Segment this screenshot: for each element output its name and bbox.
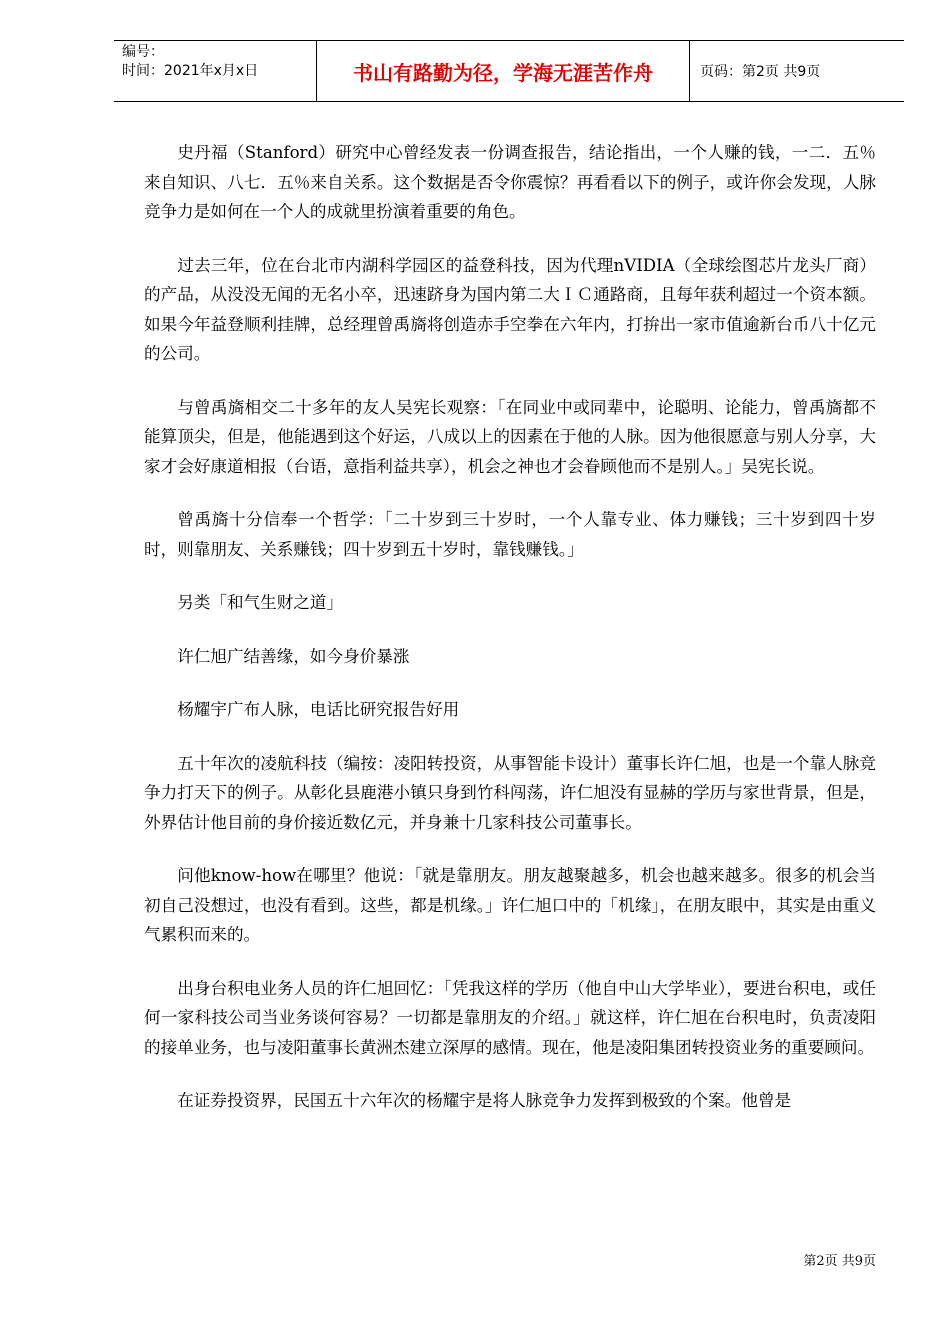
subheading: 另类「和气生财之道」 [177, 593, 344, 612]
paragraph: 过去三年，位在台北市内湖科学园区的益登科技，因为代理nVIDIA（全球绘图芯片龙头厂商）的产品，从没没无闻的无名小卒，迅速跻身为国内第二大ＩＣ通路商，且每年获利超过一个资本额。如果今年益登顺利挂牌，总经理曾禹旖将创造赤手空拳在六年内，打拚出一家市值逾新台币八十亿元的公司。 [144, 255, 876, 363]
paragraph: 出身台积电业务人员的许仁旭回忆：「凭我这样的学历（他自中山大学毕业），要进台积电，或任何一家科技公司当业务谈何容易？一切都是靠朋友的介绍。」就这样，许仁旭在台积电时，负责凌阳的接单业务，也与凌阳董事长黄洲杰建立深厚的感情。现在，他是凌阳集团转投资业务的重要顾问。 [144, 978, 876, 1057]
paragraph: 在证券投资界，民国五十六年次的杨耀宇是将人脉竞争力发挥到极致的个案。他曾是 [177, 1091, 792, 1110]
paragraph: 史丹福（Stanford）研究中心曾经发表一份调查报告，结论指出，一个人赚的钱，一二．五％来自知识、八七．五％来自关系。这个数据是否令你震惊？再看看以下的例子，或许你会发现，人脉竞争力是如何在一个人的成就里扮演着重要的角色。 [144, 143, 876, 221]
paragraph: 五十年次的凌航科技（编按：凌阳转投资，从事智能卡设计）董事长许仁旭，也是一个靠人脉竞争力打天下的例子。从彰化县鹿港小镇只身到竹科闯荡，许仁旭没有显赫的学历与家世背景，但是，外界估计他目前的身价接近数亿元，并身兼十几家科技公司董事长。 [144, 753, 876, 832]
document-body [144, 138, 876, 1140]
header-meta [114, 41, 316, 101]
header-page-number: 页码：第2页 共9页 [700, 64, 821, 80]
page-header [114, 40, 904, 102]
page-footer: 第2页 共9页 [803, 1254, 876, 1269]
document-date: 时间：2021年x月x日 [122, 63, 259, 79]
paragraph: 与曾禹旖相交二十多年的友人吴宪长观察：「在同业中或同辈中，论聪明、论能力，曾禹旖都不能算顶尖，但是，他能遇到这个好运，八成以上的因素在于他的人脉。因为他很愿意与别人分享，大家才会好康道相报（台语，意指利益共享），机会之神也才会眷顾他而不是别人。」吴宪长说。 [144, 397, 876, 476]
paragraph: 曾禹旖十分信奉一个哲学：「二十岁到三十岁时，一个人靠专业、体力赚钱；三十岁到四十岁时，则靠朋友、关系赚钱；四十岁到五十岁时，靠钱赚钱。」 [144, 510, 876, 559]
header-motto: 书山有路勤为径，学海无涯苦作舟 [316, 41, 690, 101]
document-number: 编号： [122, 44, 164, 60]
paragraph: 问他know-how在哪里？他说：「就是靠朋友。朋友越聚越多，机会也越来越多。很多的机会当初自己没想过，也没有看到。这些，都是机缘。」许仁旭口中的「机缘」，在朋友眼中，其实是由重义气累积而来的。 [144, 866, 876, 944]
subheading: 杨耀宇广布人脉，电话比研究报告好用 [177, 700, 460, 719]
subheading: 许仁旭广结善缘，如今身价暴涨 [177, 646, 410, 666]
